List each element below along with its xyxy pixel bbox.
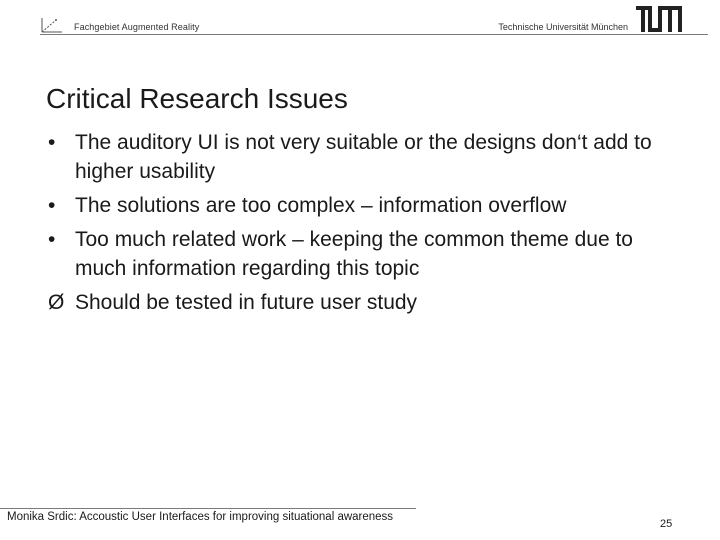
page-number: 25 — [660, 518, 673, 530]
header-university-label: Technische Universität München — [498, 22, 628, 32]
bullet-list — [46, 128, 686, 322]
bullet-item — [46, 288, 686, 317]
bullet-text: The auditory UI is not very suitable or the designs don‘t add to higher usability — [75, 131, 652, 183]
header-department-label: Fachgebiet Augmented Reality — [74, 22, 200, 32]
footer-author-title: Monika Srdic: Accoustic User Interfaces for improving situational awareness — [7, 511, 394, 523]
bullet-item — [46, 225, 686, 283]
bullet-item — [46, 191, 686, 220]
augmented-reality-logo-icon — [40, 14, 64, 34]
bullet-marker: • — [48, 228, 56, 251]
bullet-item — [46, 128, 686, 186]
tum-logo-icon — [636, 6, 682, 32]
slide-title: Critical Research Issues — [46, 82, 348, 114]
bullet-text: The solutions are too complex – information overflow — [75, 194, 567, 217]
bullet-text: Too much related work – keeping the common theme due to much information regarding this topic — [75, 228, 633, 280]
bullet-text: Should be tested in future user study — [75, 291, 418, 314]
bullet-marker: • — [48, 131, 56, 154]
arrow-bullet-marker: Ø — [48, 291, 65, 314]
bullet-marker: • — [48, 194, 56, 217]
footer-divider — [0, 508, 416, 509]
header-divider — [40, 34, 708, 35]
